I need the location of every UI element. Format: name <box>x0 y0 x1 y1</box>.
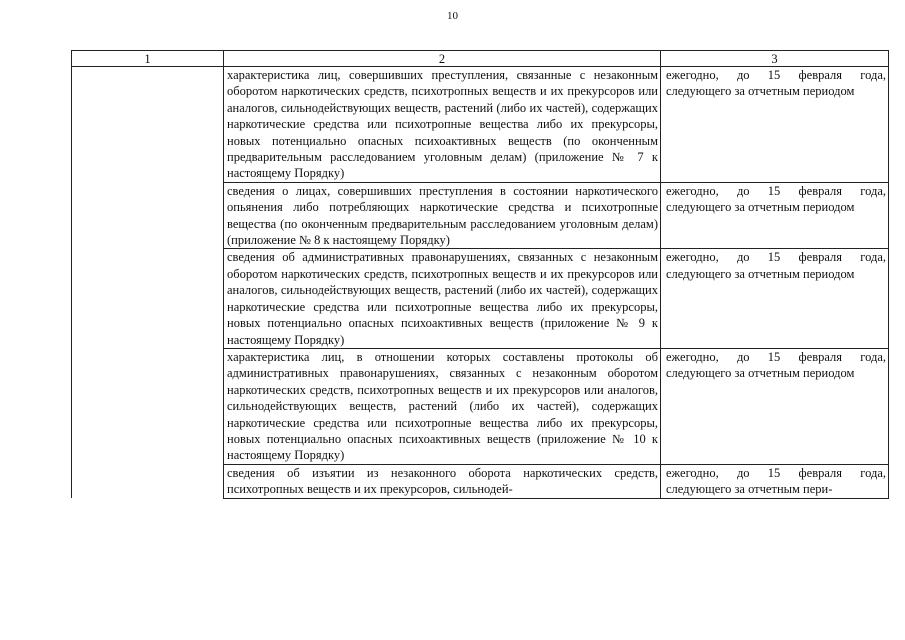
report-deadline: ежегодно, до 15 февраля года, следующего за отчетным периодом <box>661 67 889 183</box>
report-description-continued <box>224 464 661 498</box>
report-description: сведения о лицах, совершивших преступления в состоянии наркотического опьянения либо потребляющих наркотические средства и психотропные вещества (по оконченным предварительным расследованием уголовным делам) (приложение № 8 к настоящему Порядку) <box>224 182 661 249</box>
empty-first-column-cell <box>72 67 224 499</box>
report-deadline-text: ежегодно, до 15 февраля года, следующего за отчетным пери- <box>666 465 886 497</box>
column-header-2: 2 <box>224 51 661 67</box>
report-description-text: сведения об изъятии из незаконного оборота наркотических средств, психотропных веществ и их прекурсоров, сильнодей- <box>227 465 658 497</box>
report-deadline: ежегодно, до 15 февраля года, следующего за отчетным периодом <box>661 348 889 464</box>
report-deadline: ежегодно, до 15 февраля года, следующего за отчетным периодом <box>661 249 889 348</box>
table-row <box>72 67 889 183</box>
report-description: характеристика лиц, совершивших преступления, связанные с незаконным оборотом наркотических средств, психотропных веществ и их прекурсоров или аналогов, сильнодействующих веществ, растений (либо их частей), содержащих наркотические средства или психотропные вещества либо их прекурсоры, новых потенциально опасных психоактивных веществ (по оконченным предварительным расследованием уголовным делам) (приложение № 7 к настоящему Порядку) <box>224 67 661 183</box>
page-number: 10 <box>447 10 458 22</box>
column-header-3: 3 <box>661 51 889 67</box>
report-description: сведения об административных правонарушениях, связанных с незаконным оборотом наркотических средств, психотропных веществ и их прекурсоров или аналогов, сильнодействующих веществ, растений (либо их частей), содержащих наркотические средства или психотропные вещества либо их прекурсоры, новых потенциально опасных психоактивных веществ (приложение № 9 к настоящему Порядку) <box>224 249 661 348</box>
report-description: характеристика лиц, в отношении которых составлены протоколы об административных правонарушениях, связанных с незаконным оборотом наркотических средств, психотропных веществ и их прекурсоров или аналогов, сильнодействующих веществ, растений (либо их частей), содержащих наркотические средства или психотропные вещества либо их прекурсоры, новых потенциально опасных психоактивных веществ (приложение № 10 к настоящему Порядку) <box>224 348 661 464</box>
table-header-row <box>72 51 889 67</box>
reporting-table <box>71 50 889 499</box>
report-deadline-continued <box>661 464 889 498</box>
report-deadline: ежегодно, до 15 февраля года, следующего за отчетным периодом <box>661 182 889 249</box>
column-header-1: 1 <box>72 51 224 67</box>
